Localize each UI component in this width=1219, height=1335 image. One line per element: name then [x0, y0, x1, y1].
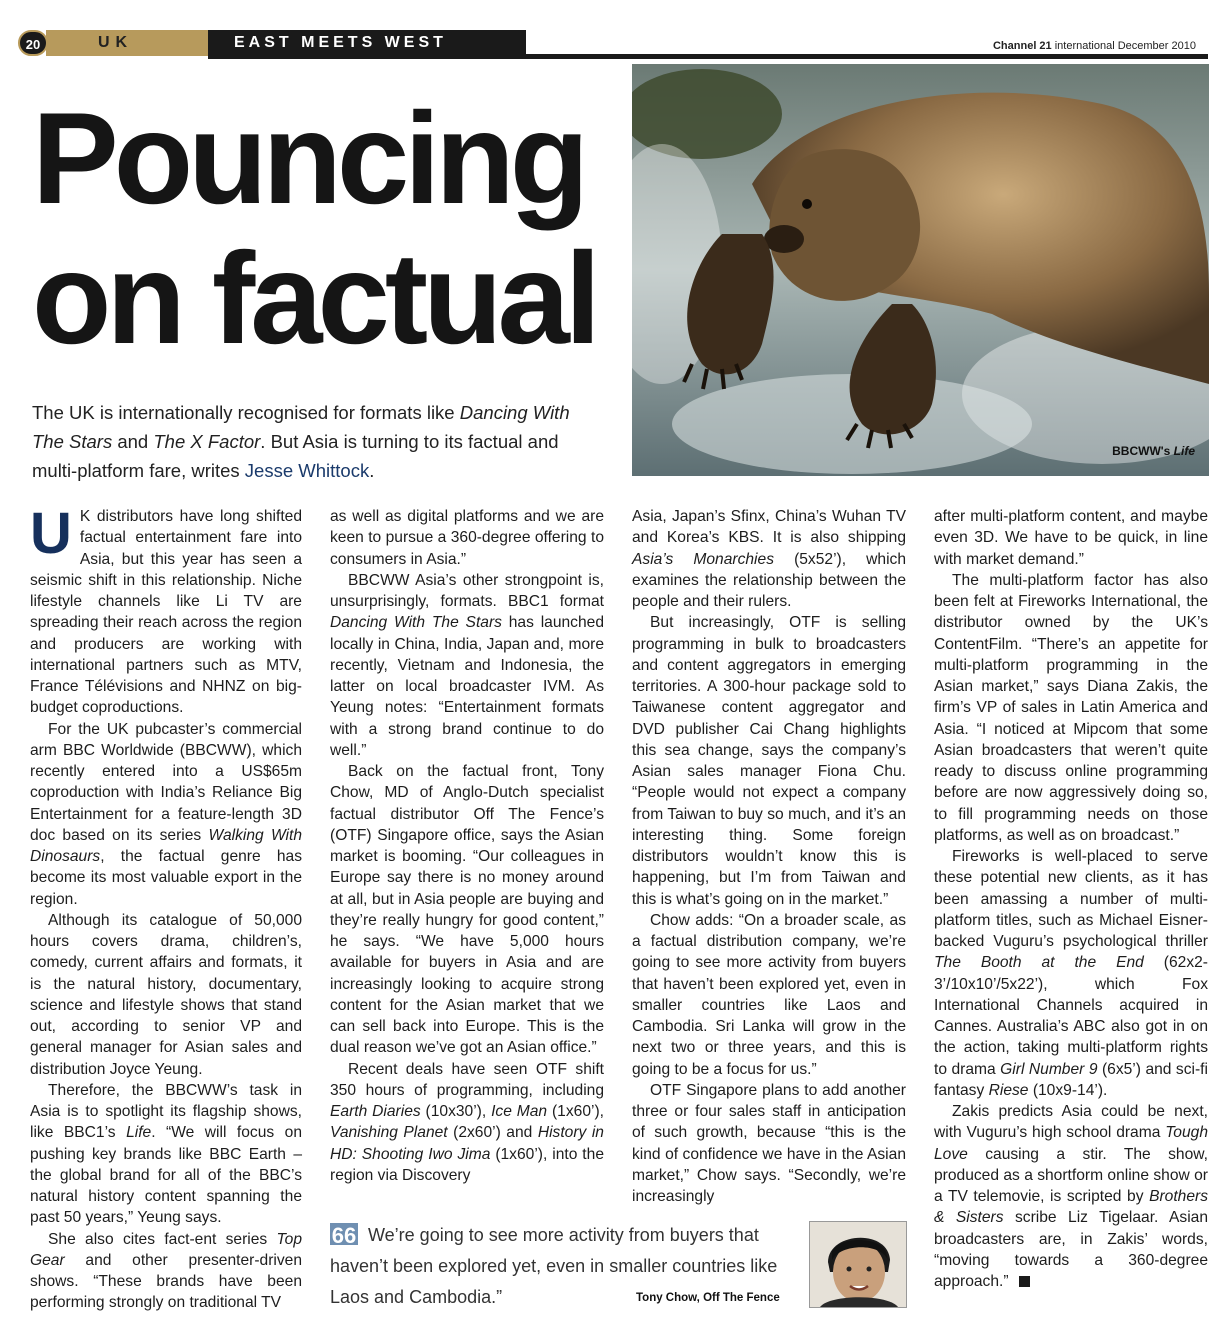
paragraph-text: For the UK pubcaster’s commercial arm BBC Worldwide (BBCWW), which recently entered into a US$65m coproduction with India’s Reliance Big Entertainment for a feature-length 3D doc based on its series: [30, 720, 302, 844]
show-title: Vanishing Planet: [330, 1124, 448, 1142]
headline-line-1: Pouncing: [32, 85, 585, 231]
paragraph: [30, 719, 302, 910]
headline-line-2: on factual: [32, 225, 596, 371]
paragraph-text: has launched locally in China, India, Japan and, more recently, Vietnam and Indonesia, the latter on local broadcaster IVM. As Yeung notes: “Entertainment formats with a strong brand continue to do well.”: [330, 614, 604, 759]
article-column-2: [330, 506, 604, 1186]
section-tag: UK: [46, 30, 208, 56]
paragraph-text: She also cites fact-ent series: [48, 1230, 277, 1248]
paragraph: as well as digital platforms and we are keen to pursue a 360-degree offering to consumers in Asia.”: [330, 508, 604, 568]
standfirst-text: The UK is internationally recognised for formats like: [32, 402, 460, 423]
show-title: Top Gear: [30, 1230, 302, 1269]
paragraph: OTF Singapore plans to add another three or four sales staff in anticipation of such growth, because “this is the kind of confidence we have in the Asian market,” Chow says. “Secondly, we’re increasingly: [632, 1081, 906, 1205]
paragraph-text: K distributors have long shifted factual entertainment fare into Asia, but this year has seen a seismic shift in this relationship. Niche lifestyle channels like Li TV are spreading their reach across the region and producers are working with international partners such as MTV, France Télévisions and NHNZ on big-budget coproductions.: [30, 508, 302, 717]
paragraph-text: Recent deals have seen OTF shift 350 hours of programming, including: [330, 1060, 604, 1099]
photo-credit-source: BBCWW's: [1112, 444, 1171, 458]
publication-name: Channel 21: [992, 40, 1052, 52]
standfirst-text: . But Asia is turning to its factual and multi-platform fare, writes: [32, 431, 559, 481]
paragraph-text: Asia, Japan’s Sfinx, China’s Wuhan TV and Korea’s KBS. It is also shipping: [632, 508, 906, 547]
paragraph-text: causing a stir. The show, produced as a shortform online show or a TV telemovie, is scripted by: [934, 1145, 1208, 1205]
paragraph: Although its catalogue of 50,000 hours covers drama, children’s, comedy, current affairs and formats, it is the natural history, documentary, science and lifestyle shows that stand out, according to senior VP and general manager for Asian sales and distribution Joyce Yeung.: [30, 911, 302, 1078]
show-title: Asia’s Monarchies: [632, 550, 774, 568]
paragraph-text: (5x52’), which examines the relationship between the people and their rulers.: [632, 550, 907, 610]
paragraph: [30, 1080, 302, 1229]
headline: [32, 85, 632, 371]
paragraph-text: (6x5’) and sci-fi fantasy: [934, 1060, 1208, 1099]
bear-illustration: [632, 64, 1209, 476]
drop-cap: U: [30, 501, 72, 566]
show-title: Girl Number 9: [1000, 1060, 1098, 1078]
paragraph: [330, 570, 604, 761]
article-column-1: [30, 501, 303, 1314]
paragraph: Back on the factual front, Tony Chow, MD of Anglo-Dutch specialist factual distributor Off The Fence’s (OTF) Singapore office, says the Asian market is booming. “Our colleagues in Europe say there is no money around at all, but in Asia people are buying and they’re really hungry for good content,” he says. “We have 5,000 hours available for buyers in Asia and are increasingly looking to acquire strong content for the Asian market that we can sell back into Europe. This is the dual reason we’ve got an Asian office.”: [330, 763, 604, 1057]
paragraph-text: scribe Liz Tigelaar. Asian broadcasters are, in Zakis’ words, “moving towards a 360-degree approach.”: [934, 1209, 1208, 1290]
paragraph: [934, 1101, 1208, 1292]
paragraph-text: (10x9-14’).: [1028, 1081, 1108, 1099]
publication-suffix: international: [1051, 40, 1118, 52]
paragraph: The multi-platform factor has also been felt at Fireworks International, the distributor owned by the UK’s ContentFilm. “There’s an appetite for multi-platform programming in the Asian market,” says Diana Zakis, the firm’s VP of sales in Latin America and Asia. “I noticed at Mipcom that some Asian broadcasters that weren’t quite ready to discuss online programming before are now aggressively doing so, to fill programming needs on those platforms, as well as on broadcast.”: [934, 571, 1208, 844]
paragraph: after multi-platform content, and maybe even 3D. We have to be quick, in line with market demand.”: [934, 508, 1208, 568]
show-title: Ice Man: [491, 1103, 548, 1120]
paragraph-text: , the factual genre has become its most valuable export in the region.: [30, 848, 302, 908]
article-column-3: [632, 506, 906, 1207]
show-title: Walking With Dinosaurs: [30, 826, 303, 865]
end-mark: [1019, 1276, 1030, 1287]
header-rule: [208, 54, 1208, 59]
paragraph-text: . “We will focus on pushing key brands like BBC Earth – the global brand for all of the BBC’s natural history content spanning the past 50 years,” Yeung says.: [30, 1124, 302, 1227]
paragraph-text: and other presenter-driven shows. “These brands have been performing strongly on traditional TV: [30, 1251, 302, 1312]
show-title: The Booth at the End: [934, 954, 1144, 972]
paragraph: Chow adds: “On a broader scale, as a factual distribution company, we’re going to see more activity from buyers that haven’t been explored yet, even in smaller countries like Laos and Cambodia. Sri Lanka will grow in the next two or three years, and this is going to be a focus for us.”: [632, 911, 906, 1078]
page-number: 20: [18, 30, 48, 56]
article-column-4: [934, 506, 1208, 1292]
paragraph-text: Zakis predicts Asia could be next, with Vuguru’s high school drama: [934, 1103, 1208, 1142]
photo-credit: [1112, 444, 1195, 458]
standfirst-show-title: Dancing With The Stars: [32, 402, 570, 452]
issue-date: December 2010: [1117, 40, 1196, 52]
series-tag: EAST MEETS WEST: [208, 30, 526, 56]
show-title: Life: [126, 1124, 152, 1142]
tony-chow-portrait: [809, 1221, 907, 1308]
standfirst: [32, 398, 592, 485]
show-title: Tough Love: [934, 1124, 1208, 1163]
show-title: Earth Diaries: [330, 1103, 421, 1120]
standfirst-text: and: [112, 431, 154, 452]
quote-mark-icon: 66: [331, 1223, 357, 1248]
paragraph-text: (1x60’), into the region via Discovery: [330, 1145, 604, 1184]
show-title: Dancing With The Stars: [330, 614, 502, 632]
pull-quote-attribution: Tony Chow, Off The Fence: [636, 1292, 780, 1304]
paragraph-text: BBCWW Asia’s other strongpoint is, unsurprisingly, formats. BBC1 format: [330, 571, 604, 610]
bear-photo: [632, 64, 1209, 476]
paragraph-text: (62x2-3’/10x10’/5x22’), which Fox International Channels acquired in Cannes. Australia’s ABC also got in on the action, taking multi-platform rights to drama: [934, 954, 1208, 1078]
paragraph-text: Therefore, the BBCWW’s task in Asia is to spotlight its flagship shows, like BBC1’s: [30, 1081, 302, 1142]
standfirst-show-title: The X Factor: [153, 431, 261, 452]
photo-credit-title: Life: [1173, 444, 1195, 458]
author-byline: Jesse Whittock: [244, 460, 370, 481]
paragraph: [30, 501, 302, 719]
paragraph: [30, 1229, 302, 1314]
paragraph-text: (2x60’) and: [447, 1124, 538, 1142]
paragraph: But increasingly, OTF is selling programming in bulk to broadcasters and content aggregators in emerging territories. A 300-hour package sold to Taiwanese content aggregator and DVD publisher Cai Chang highlights this sea change, says the company’s Asian sales manager Fiona Chu. “People would not expect a company from Taiwan to buy so much, and it’s an interesting thing. Some foreign distributors wouldn’t know this is happening, but I’m from Taiwan and this is what’s going on in the market.”: [632, 614, 906, 908]
paragraph: [330, 1059, 604, 1187]
paragraph-text: (1x60’),: [547, 1103, 604, 1120]
portrait-illustration: [810, 1222, 906, 1307]
masthead: [18, 28, 1208, 62]
paragraph-text: (10x30’),: [420, 1103, 492, 1120]
paragraph: [934, 846, 1208, 1101]
show-title: Riese: [988, 1081, 1029, 1099]
issue-line: [993, 40, 1196, 52]
standfirst-text: .: [369, 460, 375, 481]
paragraph-text: Fireworks is well-placed to serve these potential new clients, as it has been amassing a number of multi-platform titles, such as Michael Eisner-backed Vuguru’s psychological thriller: [934, 848, 1208, 950]
paragraph: [632, 506, 906, 612]
show-title: Brothers & Sisters: [934, 1188, 1208, 1227]
show-title: History in HD: Shooting Iwo Jima: [330, 1124, 604, 1163]
pull-quote-text: We’re going to see more activity from buyers that haven’t been explored yet, even in smaller countries like Laos and Cambodia.”: [330, 1225, 778, 1307]
